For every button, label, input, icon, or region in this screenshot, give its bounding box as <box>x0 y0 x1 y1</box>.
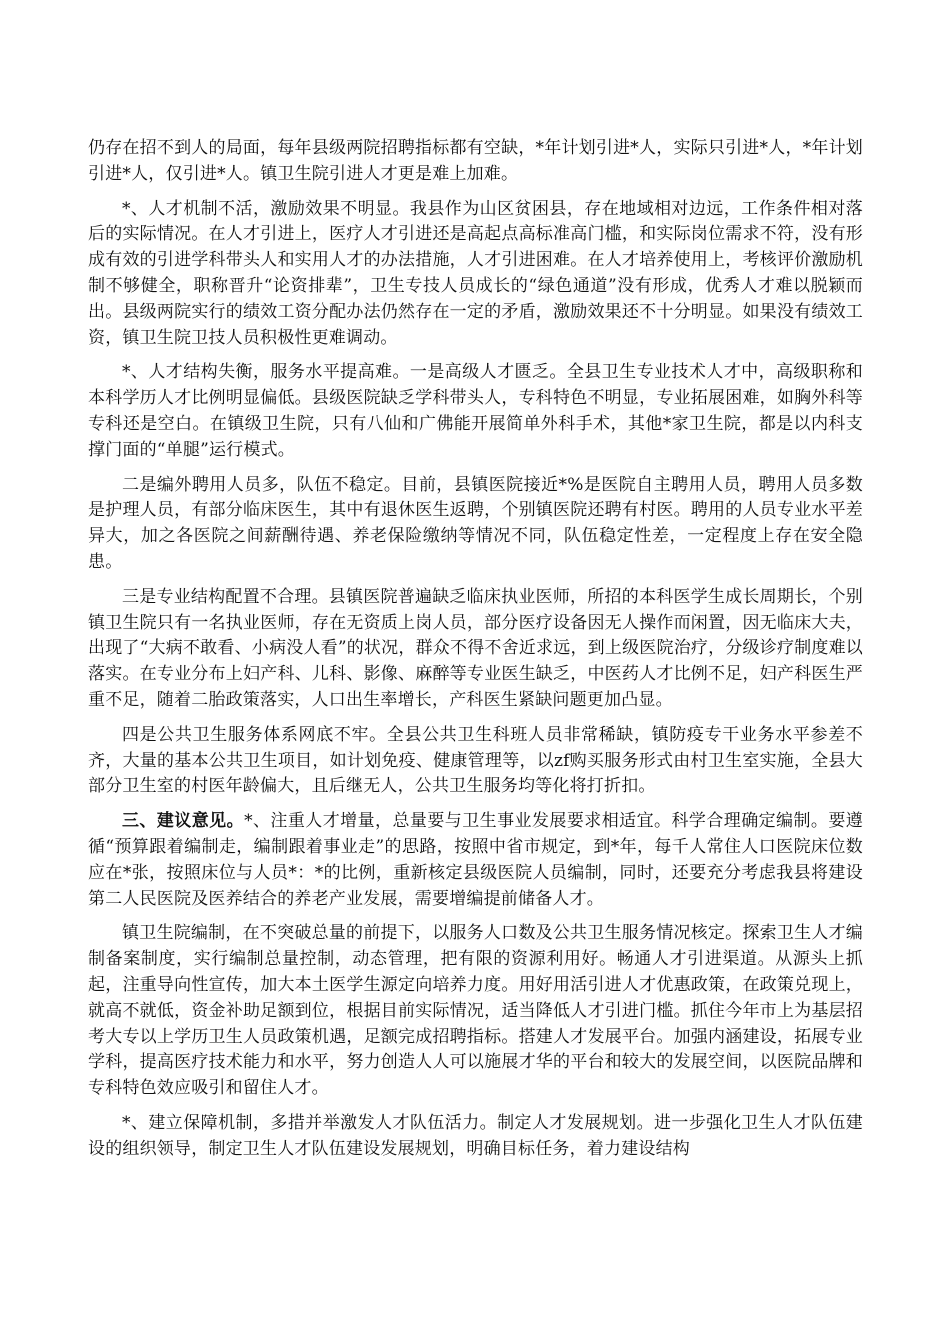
document-page <box>88 136 863 1306</box>
paragraph-7-body: *、注重人才增量，总量要与卫生事业发展要求相适宜。科学合理确定编制。要遵循“预算跟着编制走，编制跟着事业走”的思路，按照中省市规定，到*年，每千人常住人口医院床位数应在*张，按照床位与人员*：*的比例，重新核定县级医院人员编制，同时，还要充分考虑我县将建设第二人民医院及医养结合的养老产业发展，需要增编提前储备人才。 <box>88 811 863 909</box>
paragraph-1: 仍存在招不到人的局面，每年县级两院招聘指标都有空缺，*年计划引进*人，实际只引进*人，*年计划引进*人，仅引进*人。镇卫生院引进人才更是难上加难。 <box>88 138 863 184</box>
paragraph-6: 四是公共卫生服务体系网底不牢。全县公共卫生科班人员非常稀缺，镇防疫专干业务水平参差不齐，大量的基本公共卫生项目，如计划免疫、健康管理等，以zf购买服务形式由村卫生室实施，全县大部分卫生室的村医年龄偏大，且后继无人，公共卫生服务均等化将打折扣。 <box>88 724 863 797</box>
paragraph-8: 镇卫生院编制，在不突破总量的前提下，以服务人口数及公共卫生服务情况核定。探索卫生人才编制备案制度，实行编制总量控制，动态管理，把有限的资源利用好。畅通人才引进渠道。从源头上抓起，注重导向性宣传，加大本土医学生源定向培养力度。用好用活引进人才优惠政策，在政策兑现上，就高不就低，资金补助足额到位，根据目前实际情况，适当降低人才引进门槛。抓住今年市上为基层招考大专以上学历卫生人员政策机遇，足额完成招聘指标。搭建人才发展平台。加强内涵建设，拓展专业学科，提高医疗技术能力和水平，努力创造人人可以施展才华的平台和较大的发展空间，以医院品牌和专科特色效应吸引和留住人才。 <box>88 923 863 1099</box>
paragraph-3: *、人才结构失衡，服务水平提高难。一是高级人才匮乏。全县卫生专业技术人才中，高级职称和本科学历人才比例明显偏低。县级医院缺乏学科带头人，专科特色不明显，专业拓展困难，如胸外科等专科还是空白。在镇级卫生院，只有八仙和广佛能开展简单外科手术，其他*家卫生院，都是以内科支撑门面的“单腿”运行模式。 <box>88 362 863 460</box>
section-heading: 三、建议意见。 <box>122 811 245 832</box>
paragraph-4: 二是编外聘用人员多，队伍不稳定。目前，县镇医院接近*%是医院自主聘用人员，聘用人员多数是护理人员，有部分临床医生，其中有退休医生返聘，个别镇医院还聘有村医。聘用的人员专业水平差异大，加之各医院之间薪酬待遇、养老保险缴纳等情况不同，队伍稳定性差，一定程度上存在安全隐患。 <box>88 474 863 572</box>
paragraph-7 <box>88 809 863 912</box>
paragraph-5: 三是专业结构配置不合理。县镇医院普遍缺乏临床执业医师，所招的本科医学生成长周期长，个别镇卫生院只有一名执业医师，存在无资质上岗人员，部分医疗设备因无人操作而闲置，因无临床大夫，出现了“大病不敢看、小病没人看”的状况，群众不得不舍近求远，到上级医院治疗，分级诊疗制度难以落实。在专业分布上妇产科、儿科、影像、麻醉等专业医生缺乏，中医药人才比例不足，妇产科医生严重不足，随着二胎政策落实，人口出生率增长，产科医生紧缺问题更加凸显。 <box>88 586 863 710</box>
paragraph-9: *、建立保障机制，多措并举激发人才队伍活力。制定人才发展规划。进一步强化卫生人才队伍建设的组织领导，制定卫生人才队伍建设发展规划，明确目标任务，着力建设结构 <box>88 1112 863 1159</box>
paragraph-2: *、人才机制不活，激励效果不明显。我县作为山区贫困县，存在地域相对边远，工作条件相对落后的实际情况。在人才引进上，医疗人才引进还是高起点高标准高门槛，和实际岗位需求不符，没有形成有效的引进学科带头人和实用人才的办法措施，人才引进困难。在人才培养使用上，考核评价激励机制不够健全，职称晋升“论资排辈”，卫生专技人员成长的“绿色通道”没有形成，优秀人才难以脱颖而出。县级两院实行的绩效工资分配办法仍然存在一定的矛盾，激励效果还不十分明显。如果没有绩效工资，镇卫生院卫技人员积极性更难调动。 <box>88 198 863 348</box>
